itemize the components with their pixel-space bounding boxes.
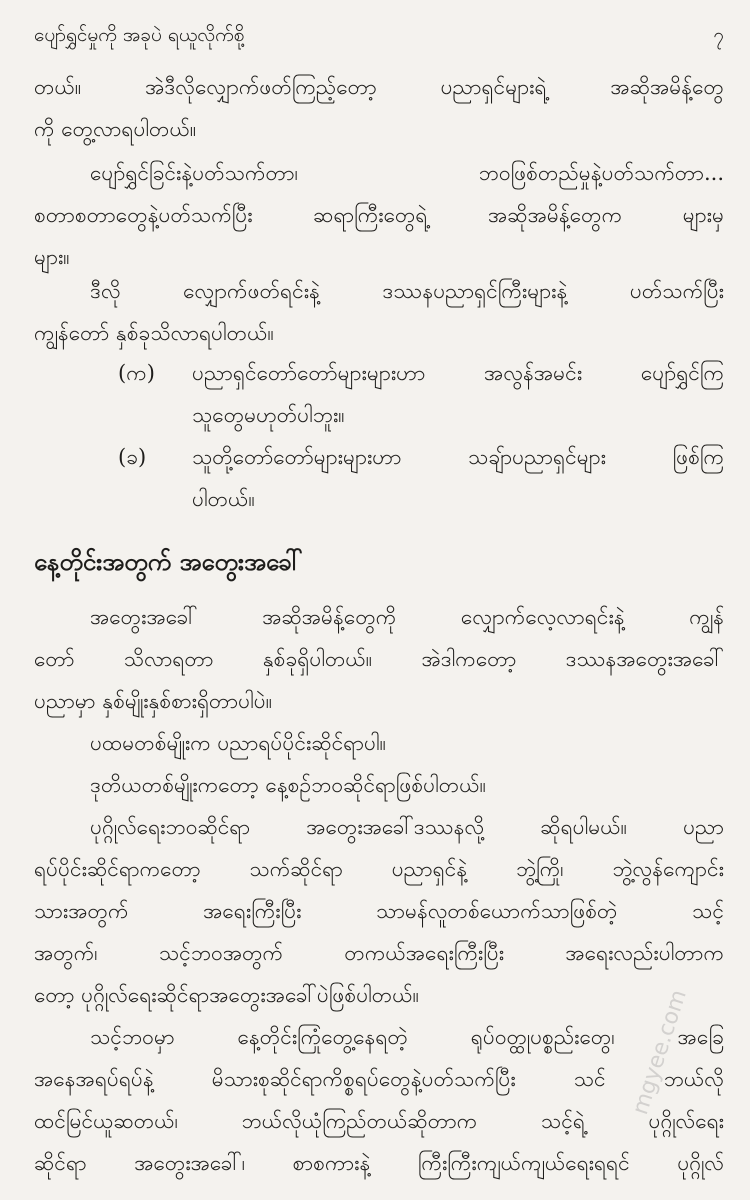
text-line: ပညာမှာ နှစ်မျိုးနှစ်စားရှိတာပါပဲ။ xyxy=(34,689,273,713)
text-line: တော့ ပုဂ္ဂိုလ်ရေးဆိုင်ရာအတွေးအခေါ်ပဲဖြစ်ပါတယ်။ xyxy=(34,983,419,1007)
running-header xyxy=(34,20,724,54)
paragraph xyxy=(34,152,724,278)
page-number: ၇ xyxy=(713,24,724,46)
text-line: ပထမတစ်မျိုးက ပညာရပ်ပိုင်းဆိုင်ရာပါ။ xyxy=(90,731,386,755)
site-watermark: mgyee.com xyxy=(628,986,692,1118)
text-line: ထင်မြင်ယူဆတယ်၊ ဘယ်လိုယုံကြည်တယ်ဆိုတာက သင့်ရဲ့ ပုဂ္ဂိုလ်ရေး xyxy=(34,1109,724,1133)
text-line: ကျွန်တော် နှစ်ခုသိလာရပါတယ်။ xyxy=(34,321,274,345)
text-line: သူတို့တော်တော်များများဟာ သချ်ာပညာရှင်များ ဖြစ်ကြ xyxy=(192,445,724,469)
text-line: အတွေးအခေါ် အဆိုအမိန့်တွေကို လျှောက်လေ့လာရင်းနဲ့ ကျွန် xyxy=(90,605,724,629)
text-line: အနေအရပ်ရပ်နဲ့ မိသားစုဆိုင်ရာကိစ္စရပ်တွေနဲ့ပတ်သက်ပြီး သင် ဘယ်လို xyxy=(34,1067,724,1091)
list-marker: (က) xyxy=(118,361,155,385)
text-line: စတာစတာတွေနဲ့ပတ်သက်ပြီး ဆရာကြီးတွေရဲ့ အဆိုအမိန့်တွေက များမှ xyxy=(34,203,724,227)
text-line: ဒီလို လျှောက်ဖတ်ရင်းနဲ့ ဒဿနပညာရှင်ကြီးများနဲ့ ပတ်သက်ပြီး xyxy=(90,279,724,303)
text-line: သားအတွက် အရေးကြီးပြီး သာမန်လူတစ်ယောက်သာဖြစ်တဲ့ သင့် xyxy=(34,899,724,923)
text-line: ပုဂ္ဂိုလ်ရေးဘဝဆိုင်ရာ အတွေးအခေါ်ဒဿနလို့ ဆိုရပါမယ်။ ပညာ xyxy=(90,815,724,839)
text-line: ပါတယ်။ xyxy=(192,487,255,511)
text-line: ပညာရှင်တော်တော်များများဟာ အလွန်အမင်း ပျော်ရွှင်ကြ xyxy=(192,361,724,385)
text-line: များ။ xyxy=(34,245,70,269)
text-line: အတွက်၊ သင့်ဘဝအတွက် တကယ်အရေးကြီးပြီး အရေးလည်းပါတာက xyxy=(34,941,724,965)
text-line: သင့်ဘဝမှာ နေ့တိုင်းကြုံတွေ့နေရတဲ့ ရုပ်ဝတ္ထုပစ္စည်းတွေ၊ အခြေ xyxy=(90,1025,724,1049)
text-line: ကို တွေ့လာရပါတယ်။ xyxy=(34,117,197,141)
paragraph xyxy=(34,722,724,764)
text-line: ဆိုင်ရာ အတွေးအခေါ်၊ စာစကားနဲ့ ကြီးကြီးကျယ်ကျယ်ရေးရရင် ပုဂ္ဂိုလ် xyxy=(34,1151,724,1175)
paragraph xyxy=(34,806,724,1016)
text-line: တယ်။ အဲဒီလိုလျှောက်ဖတ်ကြည့်တော့ ပညာရှင်များရဲ့ အဆိုအမိန့်တွေ xyxy=(34,75,724,99)
text-line: ရပ်ပိုင်းဆိုင်ရာကတော့ သက်ဆိုင်ရာ ပညာရှင်နဲ့ ဘွဲ့ကြို၊ ဘွဲ့လွန်ကျောင်း xyxy=(34,857,724,881)
text-line: ဒုတိယတစ်မျိုးကတော့ နေ့စဉ်ဘဝဆိုင်ရာဖြစ်ပါတယ်။ xyxy=(90,773,486,797)
section-heading: နေ့တိုင်းအတွက် အတွေးအခေါ် xyxy=(34,547,303,576)
list-marker: (ခ) xyxy=(118,445,147,469)
paragraph xyxy=(34,764,724,806)
paragraph xyxy=(34,596,724,722)
text-line: တော် သိလာရတာ နှစ်ခုရှိပါတယ်။ အဲဒါကတော့ ဒဿနအတွေးအခေါ် xyxy=(34,647,724,671)
running-title: ပျော်ရွှင်မှုကို အခုပဲ ရယူလိုက်စို့ xyxy=(34,24,245,46)
text-line: သူတွေမဟုတ်ပါဘူး။ xyxy=(192,403,345,427)
text-line: ပျော်ရွှင်ခြင်းနဲ့ပတ်သက်တာ၊ ဘဝဖြစ်တည်မှုနဲ့ပတ်သက်တာ... xyxy=(90,161,724,185)
paragraph-continuation xyxy=(34,66,724,150)
paragraph xyxy=(34,270,724,354)
paragraph xyxy=(34,1016,724,1184)
